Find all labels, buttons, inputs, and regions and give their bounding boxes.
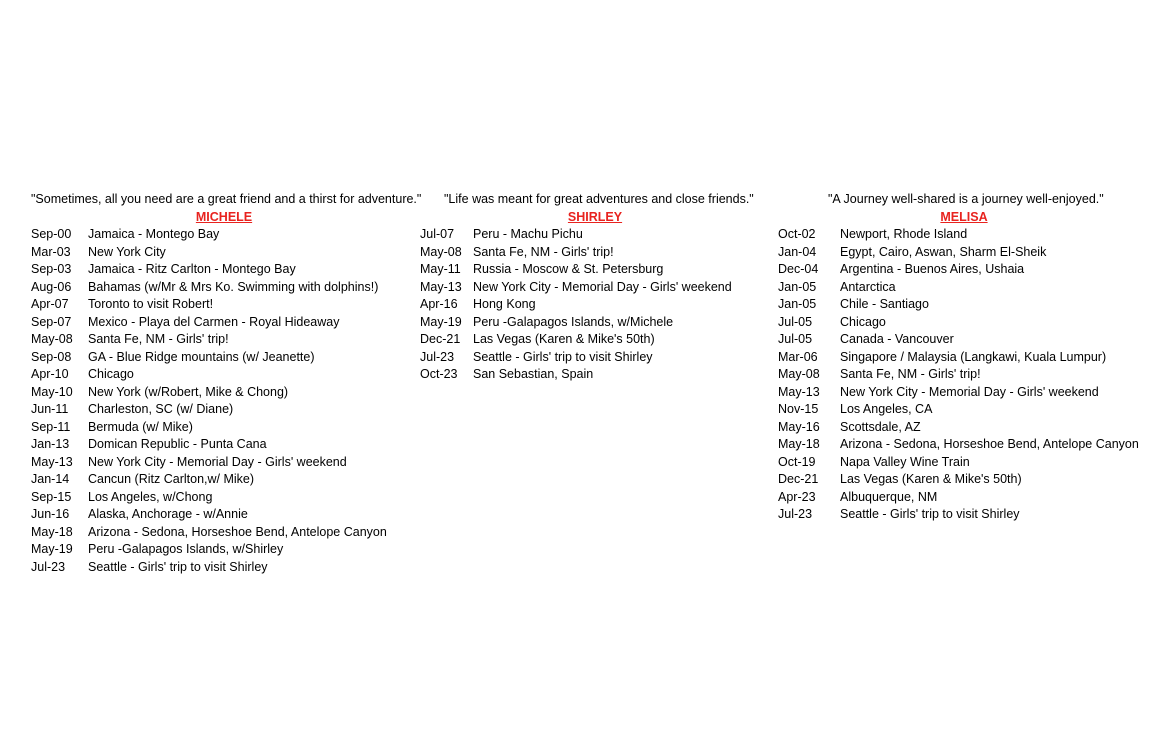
shirley-quote: "Life was meant for great adventures and close friends." [444, 192, 754, 206]
trip-destination: Las Vegas (Karen & Mike's 50th) [840, 472, 1022, 486]
trip-date: Jun-11 [31, 402, 69, 416]
trip-date: Jan-05 [778, 297, 817, 311]
trip-date: Sep-00 [31, 227, 72, 241]
trip-date: Jul-07 [420, 227, 455, 241]
michele-trip-list [31, 226, 417, 576]
trip-row [31, 471, 417, 489]
trip-row [31, 349, 417, 367]
trip-destination: Santa Fe, NM - Girls' trip! [473, 244, 614, 259]
trip-destination: Santa Fe, NM - Girls' trip! [840, 367, 981, 381]
trip-destination: Argentina - Buenos Aires, Ushaia [840, 262, 1025, 276]
trip-row [31, 244, 417, 262]
trip-destination: Seattle - Girls' trip to visit Shirley [88, 559, 268, 574]
trip-row [420, 314, 770, 332]
trip-row [31, 331, 417, 349]
shirley-trip-list [420, 226, 770, 384]
trip-row [778, 489, 1150, 507]
trip-destination: Singapore / Malaysia (Langkawi, Kuala Lumpur) [840, 349, 1107, 364]
trip-destination: Newport, Rhode Island [840, 227, 968, 241]
trip-row [31, 524, 417, 542]
trip-destination: Arizona - Sedona, Horseshoe Bend, Antelope Canyon [88, 524, 387, 539]
trip-date: Jul-05 [778, 332, 813, 346]
shirley-column [420, 190, 770, 384]
trip-date: Oct-02 [778, 227, 816, 241]
shirley-name-heading: SHIRLEY [567, 210, 623, 224]
trip-row [31, 541, 417, 559]
trip-date: Mar-06 [778, 349, 818, 364]
trip-date: Sep-11 [31, 419, 71, 434]
trip-destination: Mexico - Playa del Carmen - Royal Hideaway [88, 314, 340, 329]
trip-destination: Domican Republic - Punta Cana [88, 437, 267, 451]
melisa-quote: "A Journey well-shared is a journey well-enjoyed." [828, 192, 1104, 206]
trip-row [31, 489, 417, 507]
trip-destination: Bermuda (w/ Mike) [88, 419, 193, 434]
trip-destination: GA - Blue Ridge mountains (w/ Jeanette) [88, 349, 315, 364]
trip-row [420, 244, 770, 262]
trip-destination: Peru - Machu Pichu [473, 227, 583, 241]
trip-row [31, 419, 417, 437]
trip-date: Jul-23 [31, 559, 66, 574]
trip-row [778, 401, 1150, 419]
trip-date: May-13 [420, 279, 462, 294]
trip-row [31, 454, 417, 472]
trip-destination: Canada - Vancouver [840, 332, 954, 346]
trip-date: Jan-14 [31, 472, 70, 486]
trip-row [778, 471, 1150, 489]
trip-destination: Los Angeles, CA [840, 402, 933, 416]
trip-destination: Jamaica - Ritz Carlton - Montego Bay [88, 262, 296, 276]
trip-row [31, 314, 417, 332]
trip-destination: Albuquerque, NM [840, 489, 938, 504]
trip-date: Nov-15 [778, 402, 819, 416]
trip-row [420, 226, 770, 244]
trip-destination: Jamaica - Montego Bay [88, 227, 220, 241]
trip-destination: Hong Kong [473, 297, 536, 311]
trip-row [31, 436, 417, 454]
trip-destination: Los Angeles, w/Chong [88, 489, 213, 504]
trip-row [420, 261, 770, 279]
trip-row [31, 559, 417, 577]
trip-destination: New York City - Memorial Day - Girls' weekend [88, 454, 347, 469]
trip-date: Sep-07 [31, 314, 72, 329]
trip-date: May-08 [420, 244, 462, 259]
trip-date: May-08 [778, 367, 820, 381]
trip-destination: New York City - Memorial Day - Girls' weekend [840, 384, 1099, 399]
trip-destination: Charleston, SC (w/ Diane) [88, 402, 234, 416]
trip-destination: Las Vegas (Karen & Mike's 50th) [473, 332, 655, 346]
trip-row [778, 279, 1150, 297]
trip-row [778, 366, 1150, 384]
trip-destination: Seattle - Girls' trip to visit Shirley [840, 507, 1020, 521]
trip-date: Sep-08 [31, 349, 72, 364]
trip-date: Jan-05 [778, 279, 817, 294]
michele-quote: "Sometimes, all you need are a great friend and a thirst for adventure." [31, 192, 422, 206]
trip-row [420, 279, 770, 297]
trip-date: May-16 [778, 419, 820, 434]
trip-destination: Peru -Galapagos Islands, w/Shirley [88, 542, 284, 556]
trip-row [778, 244, 1150, 262]
trip-date: Apr-10 [31, 367, 69, 381]
trip-row [778, 349, 1150, 367]
trip-destination: Chile - Santiago [840, 297, 929, 311]
trip-row [31, 279, 417, 297]
trip-row [778, 296, 1150, 314]
trip-date: Apr-07 [31, 297, 69, 311]
trip-row [31, 261, 417, 279]
trip-date: Jun-16 [31, 507, 70, 521]
trip-date: Mar-03 [31, 244, 71, 259]
trip-row [778, 226, 1150, 244]
trip-row [31, 226, 417, 244]
trip-row [420, 331, 770, 349]
melisa-trip-list [778, 226, 1150, 524]
trip-destination: San Sebastian, Spain [473, 367, 594, 381]
trip-date: May-13 [778, 384, 820, 399]
trip-date: Dec-21 [420, 332, 461, 346]
trip-row [420, 366, 770, 384]
trip-row [778, 261, 1150, 279]
trip-date: Dec-21 [778, 472, 819, 486]
trip-destination: New York City - Memorial Day - Girls' weekend [473, 279, 732, 294]
trip-destination: Bahamas (w/Mr & Mrs Ko. Swimming with dolphins!) [88, 279, 379, 294]
trip-date: May-18 [31, 524, 73, 539]
trip-destination: Santa Fe, NM - Girls' trip! [88, 332, 229, 346]
trip-date: Aug-06 [31, 279, 72, 294]
trip-row [778, 384, 1150, 402]
trip-destination: Chicago [88, 367, 134, 381]
trip-destination: Alaska, Anchorage - w/Annie [88, 507, 248, 521]
michele-column [31, 190, 422, 576]
trip-destination: Napa Valley Wine Train [840, 454, 970, 469]
trip-date: May-19 [31, 542, 73, 556]
trip-date: Jan-13 [31, 437, 70, 451]
trip-row [778, 331, 1150, 349]
trip-destination: Antarctica [840, 279, 896, 294]
trip-date: May-13 [31, 454, 73, 469]
trip-date: Dec-04 [778, 262, 819, 276]
trip-date: Apr-23 [778, 489, 816, 504]
trip-date: Apr-16 [420, 297, 458, 311]
trip-date: Oct-23 [420, 367, 458, 381]
trip-destination: Cancun (Ritz Carlton,w/ Mike) [88, 472, 255, 486]
trip-date: Jul-23 [778, 507, 813, 521]
trip-row [420, 349, 770, 367]
trip-date: Oct-19 [778, 454, 816, 469]
trip-row [778, 436, 1150, 454]
trip-destination: New York City [88, 244, 166, 259]
trip-destination: Scottsdale, AZ [840, 419, 921, 434]
trip-destination: Seattle - Girls' trip to visit Shirley [473, 349, 653, 364]
trip-date: May-19 [420, 314, 462, 329]
melisa-name-heading: MELISA [940, 210, 988, 224]
trip-row [31, 366, 417, 384]
trip-date: May-18 [778, 437, 820, 451]
trip-row [31, 506, 417, 524]
trip-row [778, 314, 1150, 332]
trip-destination: Peru -Galapagos Islands, w/Michele [473, 314, 674, 329]
trip-row [778, 419, 1150, 437]
trip-destination: New York (w/Robert, Mike & Chong) [88, 384, 289, 399]
trip-row [420, 296, 770, 314]
trip-row [31, 296, 417, 314]
trip-date: Sep-03 [31, 262, 72, 276]
trip-date: May-10 [31, 384, 73, 399]
trip-destination: Arizona - Sedona, Horseshoe Bend, Antelope Canyon [840, 437, 1139, 451]
trip-date: May-11 [420, 262, 461, 276]
trip-destination: Russia - Moscow & St. Petersburg [473, 262, 664, 276]
melisa-column [778, 190, 1150, 524]
trip-date: Jul-23 [420, 349, 455, 364]
trip-destination: Toronto to visit Robert! [88, 297, 214, 311]
trip-row [778, 506, 1150, 524]
trip-row [31, 401, 417, 419]
trip-row [31, 384, 417, 402]
trip-date: Sep-15 [31, 489, 72, 504]
trip-row [778, 454, 1150, 472]
trip-date: Jan-04 [778, 244, 817, 259]
michele-name-heading: MICHELE [195, 210, 253, 224]
trip-destination: Chicago [840, 314, 886, 329]
trip-destination: Egypt, Cairo, Aswan, Sharm El-Sheik [840, 244, 1047, 259]
trip-date: May-08 [31, 332, 73, 346]
trip-date: Jul-05 [778, 314, 813, 329]
